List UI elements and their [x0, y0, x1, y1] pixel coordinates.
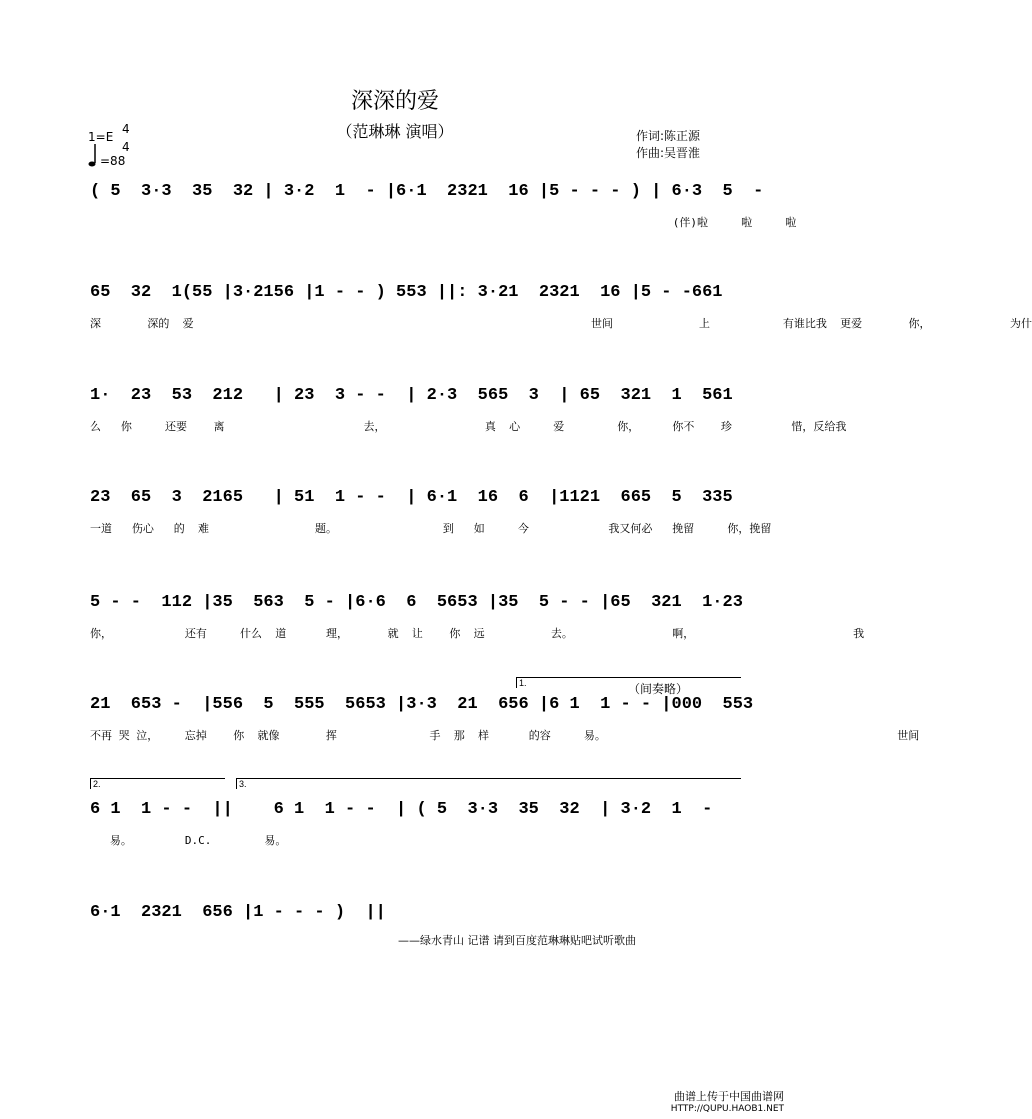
notes-line-5: 5 - - 112 |35 563 5 - |6·6 6 5653 |35 5 - - |65 321 1·23 [90, 593, 743, 612]
quarter-note-icon [88, 143, 98, 169]
key-signature: 1=E [88, 130, 114, 144]
notes-line-4: 23 65 3 2165 | 51 1 - - | 6·1 16 6 |1121 665 5 335 [90, 488, 733, 507]
site-watermark [671, 1091, 784, 1115]
site-watermark-line2: HTTP://QUPU.HAOB1.NET [670, 1104, 784, 1114]
lyrics-line-6: 不再 哭 泣， 忘掉 你 就像 挥 手 那 样 的容 易。 世间 [90, 729, 920, 742]
lyrics-line-2: 深 深的 爱 世间 上 有谁比我 更爱 你， 为什 [90, 317, 1032, 330]
notes-line-3: 1· 23 53 212 | 23 3 - - | 2·3 565 3 | 65 321 1 561 [90, 386, 733, 405]
transcriber-note: ——绿水青山 记谱 请到百度范琳琳贴吧试听歌曲 [398, 934, 636, 947]
volta-1-label: 1. [519, 678, 527, 688]
volta-3-label: 3. [239, 779, 247, 789]
time-signature-bottom: 4 [122, 140, 130, 154]
time-signature-top: 4 [122, 122, 130, 136]
notes-line-7: 6 1 1 - - || 6 1 1 - - | ( 5 3·3 35 32 | 3·2 1 - [90, 800, 713, 819]
notes-line-8: 6·1 2321 656 |1 - - - ) || [90, 903, 386, 922]
lyrics-line-7: 易。 D.C. 易。 [90, 834, 287, 847]
volta-3 [236, 778, 741, 789]
site-watermark-line1: 曲谱上传于中国曲谱网 [674, 1090, 784, 1103]
tempo-marking: =88 [100, 154, 126, 168]
lyricist-credit: 作词:陈正源 [636, 129, 701, 143]
volta-2-label: 2. [93, 779, 101, 789]
lyrics-line-4: 一道 伤心 的 难 题。 到 如 今 我又何必 挽留 你，挽留 [90, 522, 772, 535]
lyrics-line-5: 你， 还有 什么 道 理， 就 让 你 远 去。 啊， 我 [90, 627, 865, 640]
notes-line-1: ( 5 3·3 35 32 | 3·2 1 - |6·1 2321 16 |5 - - - ) | 6·3 5 - [90, 182, 764, 201]
notes-line-6: 21 653 - |556 5 555 5653 |3·3 21 656 |6 1 1 - - |000 553 [90, 695, 754, 714]
singer-credit: （范琳琳 演唱） [336, 122, 454, 141]
volta-2 [90, 778, 225, 789]
interlude-note: （间奏略） [628, 682, 689, 696]
lyrics-line-1: (伴)啦 啦 啦 [90, 216, 797, 229]
song-title: 深深的爱 [350, 89, 439, 114]
composer-credit: 作曲:吴晋淮 [636, 146, 701, 160]
notes-line-2: 65 32 1(55 |3·2156 |1 - - ) 553 ||: 3·21 2321 16 |5 - -661 [90, 283, 723, 302]
lyrics-line-3: 么 你 还要 离 去， 真 心 爱 你， 你不 珍 惜，反给我 [90, 420, 847, 433]
